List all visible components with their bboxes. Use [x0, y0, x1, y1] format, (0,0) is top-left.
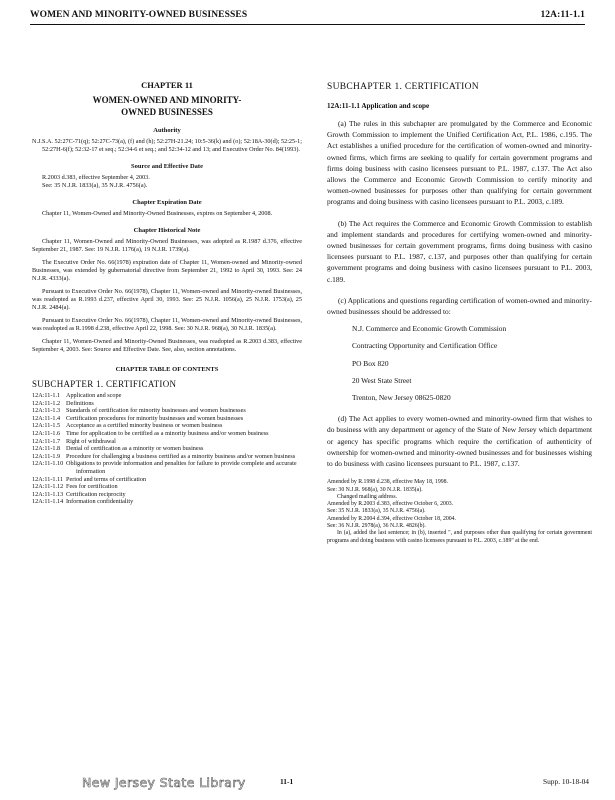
address-line: Trenton, New Jersey 08625-0820: [352, 393, 451, 403]
history-paragraph: Pursuant to Executive Order No. 66(1978), Chapter 11, Women-owned and Minority-owned Businesses, was readopted as R.1993 d.237, effective April 30, 1993. See: 25 N.J.R. 1056(a), 25 N.J.R. 1753(a), 25 N.J.R. 2484(a).: [32, 288, 302, 311]
expiration-heading: Chapter Expiration Date: [132, 199, 202, 206]
address-line: Contracting Opportunity and Certification Office: [352, 341, 498, 351]
toc-entry: 12A:11-1.13 Certification reciprocity: [32, 490, 126, 498]
amendment-line: See: 35 N.J.R. 1833(a), 35 N.J.R. 4756(a).: [327, 508, 426, 515]
source-line-2: See: 35 N.J.R. 1833(a), 35 N.J.R. 4756(a).: [42, 182, 148, 189]
left-column: [32, 80, 302, 506]
toc-entry: 12A:11-1.3 Standards of certification for minority businesses and women businesses: [32, 407, 246, 415]
toc-entry: 12A:11-1.12 Fees for certification: [32, 483, 118, 491]
amendment-line: Amended by R.2003 d.383, effective October 6, 2003.: [327, 501, 454, 508]
right-column: [327, 82, 592, 545]
amendment-line: Changed mailing address.: [337, 493, 398, 500]
source-line-1: R.2003 d.383, effective September 4, 2003.: [42, 174, 150, 181]
amendment-notes: [327, 479, 592, 545]
toc-entry: 12A:11-1.8 Denial of certification as a minority or women business: [32, 445, 204, 453]
history-paragraph: Pursuant to Executive Order No. 66(1978), Chapter 11, Women-owned and Minority-owned Businesses, was readopted as R.1998 d.238, effective April 22, 1998. See: 30 N.J.R. 968(a), 30 N.J.R. 1835(a).: [32, 317, 302, 332]
subchapter-heading: SUBCHAPTER 1. CERTIFICATION: [327, 82, 479, 92]
toc-entry: 12A:11-1.7 Right of withdrawal: [32, 437, 116, 445]
paragraph-d: (d) The Act applies to every women-owned and minority-owned firm that wishes to do business with any department or agency of the State of New Jersey which department or agency has specific programs which require the certification of authenticity of ownership for women-owned and minority-owned businesses and for businesses wishing to do business with casino licensees pursuant to P.L. 1987, c.137.: [327, 414, 592, 469]
supplement-date: Supp. 10-18-04: [543, 777, 589, 786]
toc-entry: 12A:11-1.9 Procedure for challenging a business certified as a minority business and/or women business: [32, 452, 296, 460]
source-heading: Source and Effective Date: [131, 163, 203, 170]
paragraph-b: (b) The Act requires the Commerce and Economic Growth Commission to establish and implement standards and procedures for certifying women-owned and minority-owned businesses for certain government programs, firms doing business with casino licensees pursuant to P.L. 1987, c.137, and purposes other than qualifying for certain government programs and doing business with casino licensees pursuant to P.L. 2003, c.189.: [327, 218, 592, 284]
toc-entry: 12A:11-1.2 Definitions: [32, 399, 94, 407]
expiration-text: Chapter 11, Women-Owned and Minority-Owned Businesses, expires on September 4, 2008.: [42, 210, 273, 217]
toc-entry: 12A:11-1.5 Acceptance as a certified minority business or women business: [32, 422, 223, 430]
header-section-number: 12A:11-1.1: [540, 10, 585, 20]
history-paragraph: Chapter 11, Women-Owned and Minority-Owned Businesses, was readopted as R.2003 d.383, effective September 4, 2003. See: Source and Effective Date. See, also, section annotations.: [32, 338, 302, 353]
chapter-title: WOMEN-OWNED AND MINORITY- OWNED BUSINESSES: [92, 95, 242, 117]
amendment-line: Amended by R.2004 d.394, effective October 18, 2004.: [327, 515, 457, 522]
toc-entry: 12A:11-1.4 Certification procedures for minority businesses and women businesses: [32, 414, 244, 422]
authority-heading: Authority: [153, 127, 181, 134]
history-paragraph: Chapter 11, Women-Owned and Minority-Owned Businesses, was adopted as R.1987 d.376, effective September 21, 1987. See: 19 N.J.R. 1176(a), 19 N.J.R. 1739(a).: [32, 238, 302, 253]
paragraph-c: (c) Applications and questions regarding certification of women-owned and minority-owned businesses should be addressed to:: [327, 295, 592, 317]
history-heading: Chapter Historical Note: [133, 227, 201, 234]
toc-entry: 12A:11-1.1 Application and scope: [32, 392, 122, 399]
library-stamp: New Jersey State Library: [82, 775, 246, 790]
amendment-line: See: 30 N.J.R. 968(a), 30 N.J.R. 1835(a).: [327, 486, 423, 493]
toc-entry: 12A:11-1.14 Information confidentiality: [32, 498, 134, 506]
paragraph-a: (a) The rules in this subchapter are promulgated by the Commerce and Economic Growth Commission to implement the Unified Certification Act, P.L. 1986, c.195. The Act establishes a unified procedure for the certification of women-owned and minority-owned firms, which firms are seeking to qualify for certain government programs and firms doing business with casino licensees pursuant to P.L. 1987, c.137. The Act also allows the Commerce and Economic Growth Commission to certify minority and women-owned businesses for purposes other than qualifying for certain government programs and doing business with casino licensees pursuant to P.L. 2003, c.189.: [327, 119, 592, 207]
amendment-line: In (a), added the last sentence; in (b), inserted ", and purposes other than qualifying for certain government programs and doing business with casino licensees pursuant to P.L. 2003, c.189" at the end.: [327, 530, 592, 544]
amendment-line: See: 36 N.J.R. 2978(a), 36 N.J.R. 4826(b).: [327, 523, 426, 530]
table-of-contents: [32, 392, 302, 506]
toc-entry: 12A:11-1.10 Obligations to provide information and penalties for failure to provide complete and accurate information: [32, 460, 297, 475]
toc-subchapter: SUBCHAPTER 1. CERTIFICATION: [32, 379, 177, 389]
header-title: WOMEN AND MINORITY-OWNED BUSINESSES: [30, 10, 248, 20]
amendment-line: Amended by R.1998 d.238, effective May 18, 1998.: [327, 479, 448, 486]
authority-text: N.J.S.A. 52:27C-71(q); 52:27C-73(a), (f) and (h); 52:27H-21.24; 10:5-36(k) and (o); 52:18A-30(d); 52:25-1; 52:27H-6(f); 52:32-17 et seq.; 52:34-6 et seq.; and 52:34-12 and 13; and Executive Order No. 84(1993).: [32, 138, 302, 153]
address-line: N.J. Commerce and Economic Growth Commission: [352, 324, 507, 334]
address-line: PO Box 820: [352, 358, 389, 368]
toc-entry: 12A:11-1.11 Period and terms of certification: [32, 475, 147, 483]
address-line: 20 West State Street: [352, 375, 412, 385]
chapter-number: CHAPTER 11: [141, 80, 193, 90]
running-header: [30, 8, 585, 25]
section-heading: 12A:11-1.1 Application and scope: [327, 102, 430, 110]
toc-heading: CHAPTER TABLE OF CONTENTS: [115, 366, 219, 373]
toc-entry: 12A:11-1.6 Time for application to be certified as a minority business and/or women business: [32, 429, 269, 437]
history-paragraph: The Executive Order No. 66(1978) expiration date of Chapter 11, Women-owned and Minority-owned Businesses, was extended by gubernatorial directive from September 21, 1992 to April 30, 1993. See: 24 N.J.R. 4333(a).: [32, 259, 302, 282]
mailing-address: [352, 323, 592, 403]
page-number: 11-1: [280, 777, 294, 786]
